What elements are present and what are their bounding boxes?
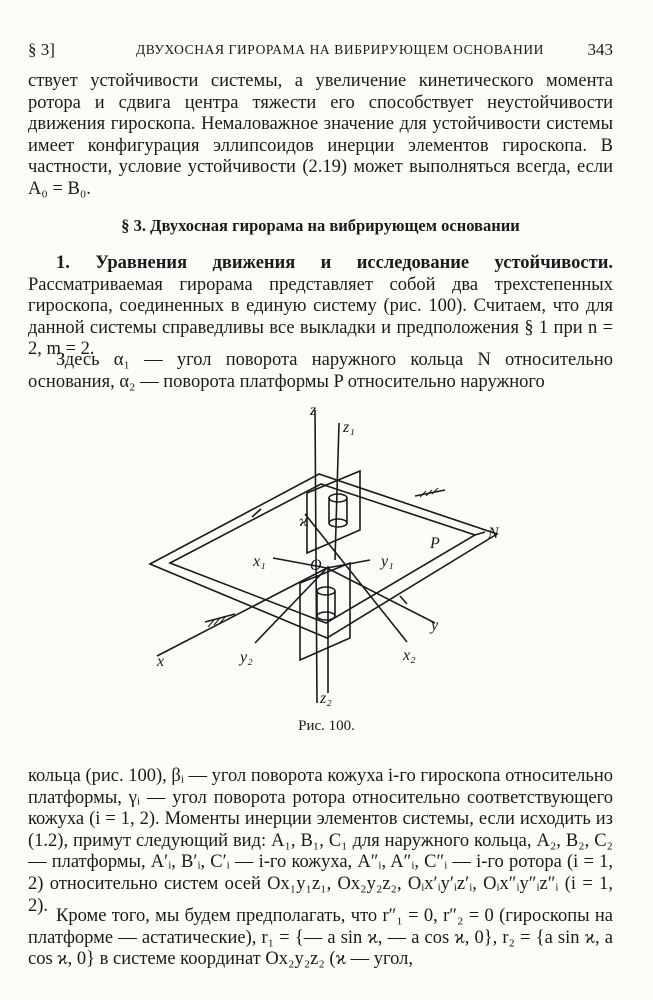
paragraph-5-text: Кроме того, мы будем предполагать, что r″₁ = 0, r″₂ = 0 (гироскопы на платформе — астатические), r₁ = {— a sin ϰ, — a cos ϰ, 0}, r₂ = {a sin ϰ, a cos ϰ, 0} в системе координат Ox₂y₂z₂ (ϰ — угол, [28, 906, 613, 970]
paragraph-1-text: ствует устойчивости системы, а увеличение кинетического момента ротора и сдвига центра тяжести его способствует неустойчивости движения гироскопа. Немаловажное значение для устойчивости системы имеет конфигурация эллипсоидов инерции элементов гироскопа. В частности, условие устойчивости (2.19) может выполняться всегда, если A₀ = B₀. [28, 71, 613, 199]
x-axis [157, 568, 327, 656]
n-leader [475, 532, 485, 535]
label-x: x [157, 653, 165, 670]
paragraph-2 [28, 253, 613, 361]
label-kappa: ϰ [299, 513, 308, 530]
y-axis [327, 568, 435, 623]
paragraph-4 [28, 766, 613, 917]
label-x2: x₂ [403, 647, 416, 664]
label-origin: O [310, 557, 322, 574]
gyroframe-figure [145, 398, 510, 718]
header-section: § 3] [28, 40, 55, 59]
lower-rotor-bottom [317, 612, 335, 620]
label-y2: y₂ [240, 649, 253, 666]
paragraph-3-text: Здесь α₁ — угол поворота наружного кольца N относительно основания, α₂ — поворота платформы P относительно наружного [28, 350, 613, 392]
label-y1: y₁ [381, 553, 394, 570]
upper-rotor-top [329, 494, 347, 502]
x2-axis [305, 514, 407, 642]
label-platform: P [430, 535, 440, 552]
upper-rotor-bottom [329, 519, 347, 527]
label-z2: z₂ [320, 690, 332, 707]
lower-rotor-top [317, 587, 335, 595]
label-z1: z₁ [343, 419, 355, 436]
label-z: z [310, 402, 317, 419]
running-header [28, 40, 613, 64]
page-number: 343 [587, 40, 613, 59]
outer-ring-outline [150, 474, 497, 638]
label-y: y [431, 617, 439, 634]
platform-outline [170, 484, 475, 623]
paragraph-1 [28, 71, 613, 201]
header-title: ДВУХОСНАЯ ГИРОРАМА НА ВИБРИРУЮЩЕМ ОСНОВАНИИ [136, 42, 545, 57]
subsection-heading: 1. Уравнения движения и исследование устойчивости. [56, 253, 613, 273]
label-outer-ring: N [488, 525, 499, 542]
figure-caption: Рис. 100. [298, 718, 355, 734]
paragraph-3 [28, 350, 613, 393]
label-x1: x₁ [253, 553, 266, 570]
section-heading: § 3. Двухосная гирорама на вибрирующем основании [121, 216, 520, 235]
paragraph-2-text: Рассматриваемая гирорама представляет собой два трехстепенных гироскопа, соединенных в единую систему (рис. 100). Считаем, что для данной системы справедливы все выкладки и предположения § 1 при n = 2, m = 2. [28, 274, 613, 360]
paragraph-4-text: кольца (рис. 100), βᵢ — угол поворота кожуха i-го гироскопа относительно платформы, γᵢ — угол поворота ротора относительно соответствующего кожуха (i = 1, 2). Моменты инерции элементов системы, если исходить из (1.2), примут следующий вид: A₁, B₁, C₁ для наружного кольца, A₂, B₂, C₂ — платформы, A′ᵢ, B′ᵢ, C′ᵢ — i-го кожуха, A″ᵢ, A″ᵢ, C″ᵢ — i-го ротора (i = 1, 2) относительно систем осей Ox₁y₁z₁, Ox₂y₂z₂, Oᵢx′ᵢy′ᵢz′ᵢ, Oᵢx″ᵢy″ᵢz″ᵢ (i = 1, 2). [28, 766, 613, 916]
paragraph-5 [28, 906, 613, 971]
